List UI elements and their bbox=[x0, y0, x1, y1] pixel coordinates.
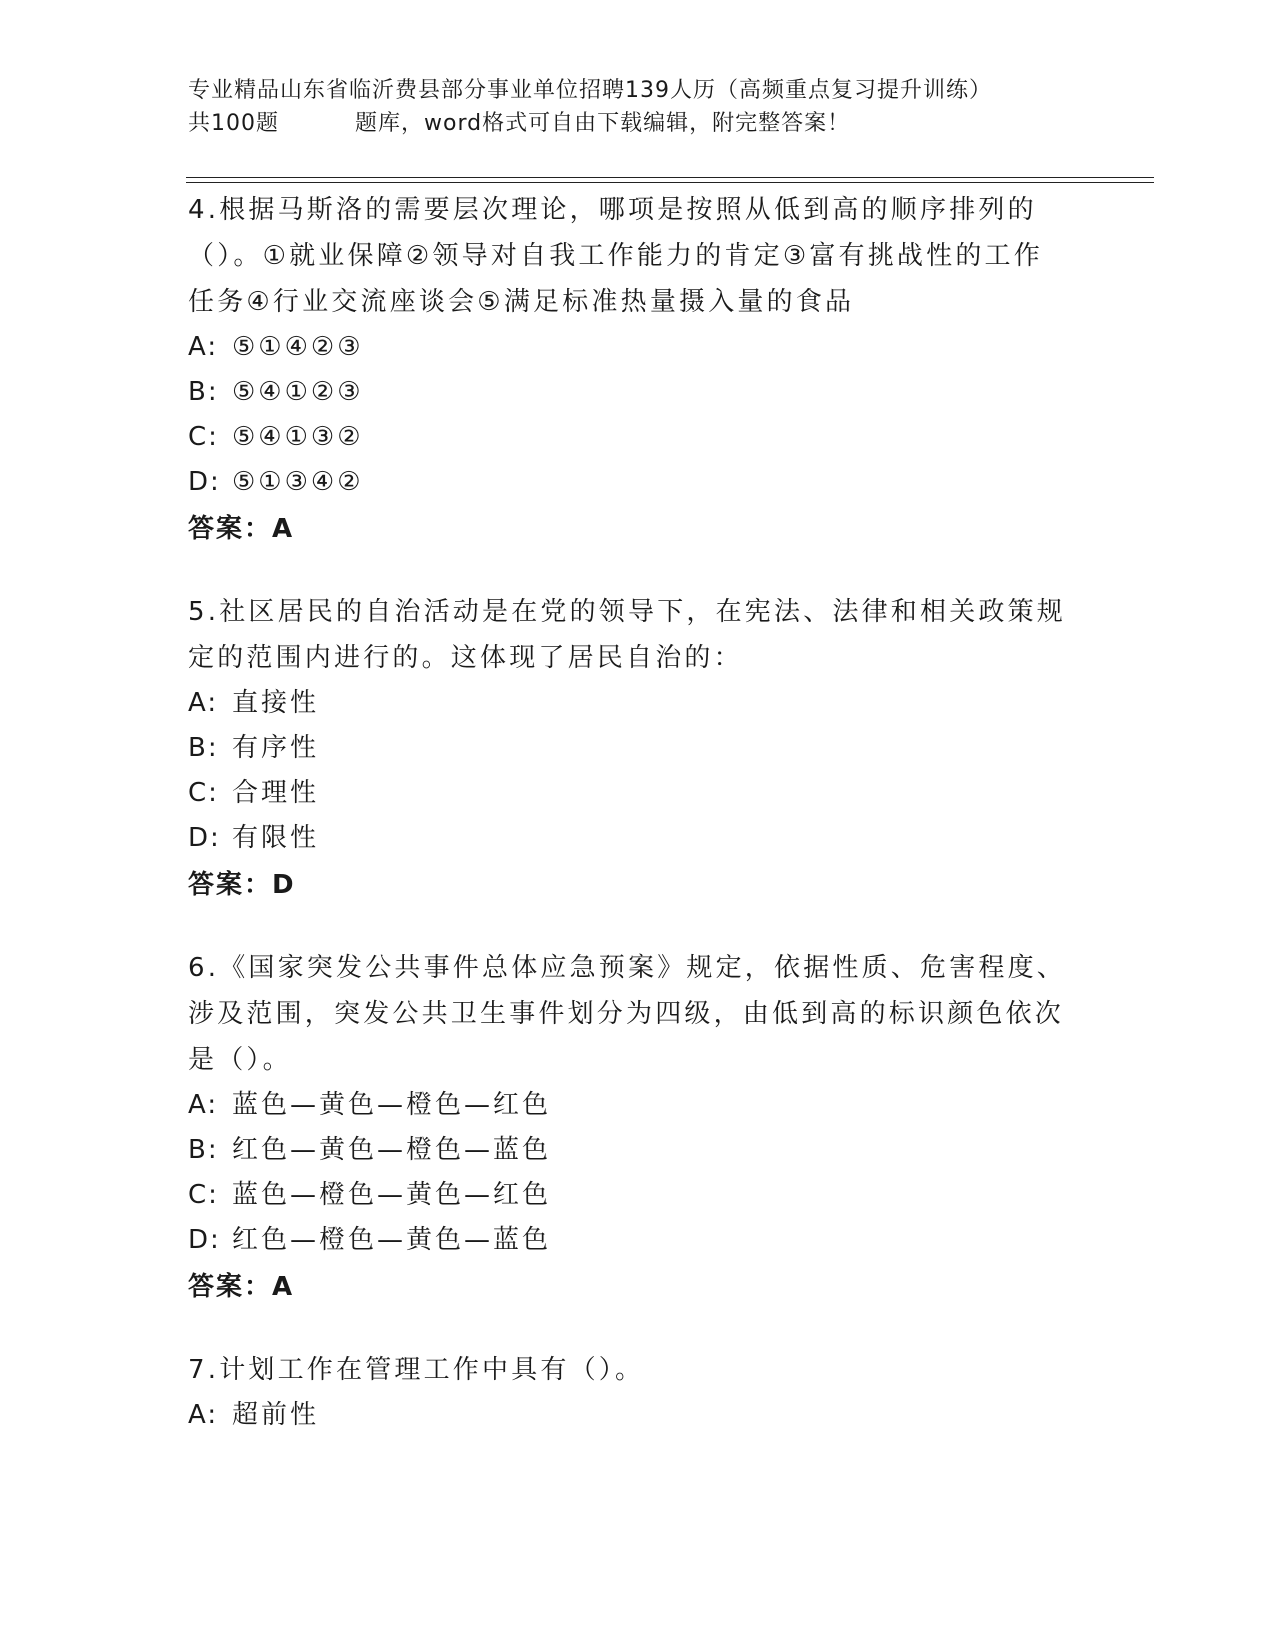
option-a bbox=[188, 325, 1088, 370]
option-label: A: bbox=[188, 688, 219, 718]
option-label: D: bbox=[188, 823, 221, 853]
option-text: 合理性 bbox=[232, 778, 320, 808]
option-label: A: bbox=[188, 1400, 219, 1430]
option-d bbox=[188, 460, 1088, 505]
header-title: 专业精品山东省临沂费县部分事业单位招聘139人历（高频重点复习提升训练） bbox=[188, 78, 992, 103]
answer-line bbox=[188, 861, 1088, 909]
question-list bbox=[188, 187, 1088, 1474]
option-label: B: bbox=[188, 377, 219, 407]
option-text: ⑤④①②③ bbox=[232, 377, 364, 407]
option-label: C: bbox=[188, 778, 219, 808]
question-stem: 5.社区居民的自治活动是在党的领导下，在宪法、法律和相关政策规定的范围内进行的。这体现了居民自治的： bbox=[188, 597, 1067, 673]
option-label: C: bbox=[188, 1180, 219, 1210]
option-b bbox=[188, 370, 1088, 415]
question-6 bbox=[188, 945, 1088, 1311]
option-label: D: bbox=[188, 467, 221, 497]
header-divider-bottom bbox=[186, 182, 1154, 183]
option-a bbox=[188, 681, 1088, 726]
option-text: 红色—黄色—橙色—蓝色 bbox=[232, 1135, 552, 1165]
document-header bbox=[188, 74, 1088, 140]
answer-line bbox=[188, 1263, 1088, 1311]
question-stem: 4.根据马斯洛的需要层次理论，哪项是按照从低到高的顺序排列的（）。①就业保障②领导对自我工作能力的肯定③富有挑战性的工作任务④行业交流座谈会⑤满足标准热量摄入量的食品 bbox=[188, 195, 1043, 317]
option-c bbox=[188, 1173, 1088, 1218]
header-subtitle bbox=[188, 107, 1088, 140]
option-label: A: bbox=[188, 1090, 219, 1120]
option-text: ⑤④①③② bbox=[232, 422, 364, 452]
option-c bbox=[188, 415, 1088, 460]
question-5 bbox=[188, 589, 1088, 909]
option-text: 直接性 bbox=[232, 688, 320, 718]
option-b bbox=[188, 1128, 1088, 1173]
option-label: D: bbox=[188, 1225, 221, 1255]
question-count: 共100题 bbox=[188, 111, 279, 136]
option-b bbox=[188, 726, 1088, 771]
download-note: 题库，word格式可自由下载编辑，附完整答案！ bbox=[355, 111, 851, 136]
answer-label: 答案： bbox=[188, 1272, 273, 1302]
header-divider-top bbox=[186, 177, 1154, 178]
option-text: 有限性 bbox=[232, 823, 320, 853]
option-text: 红色—橙色—黄色—蓝色 bbox=[232, 1225, 552, 1255]
option-c bbox=[188, 771, 1088, 816]
option-a bbox=[188, 1393, 1088, 1438]
question-7 bbox=[188, 1347, 1088, 1438]
option-a bbox=[188, 1083, 1088, 1128]
option-text: 超前性 bbox=[232, 1400, 320, 1430]
answer-value: A bbox=[272, 514, 293, 544]
option-text: 有序性 bbox=[232, 733, 320, 763]
question-stem: 7.计划工作在管理工作中具有（）。 bbox=[188, 1355, 645, 1385]
option-text: ⑤①③④② bbox=[232, 467, 364, 497]
answer-label: 答案： bbox=[188, 514, 273, 544]
option-label: B: bbox=[188, 1135, 219, 1165]
answer-label: 答案： bbox=[188, 870, 273, 900]
option-text: 蓝色—橙色—黄色—红色 bbox=[232, 1180, 552, 1210]
option-text: 蓝色—黄色—橙色—红色 bbox=[232, 1090, 552, 1120]
option-text: ⑤①④②③ bbox=[232, 332, 364, 362]
option-label: B: bbox=[188, 733, 219, 763]
answer-value: D bbox=[272, 870, 294, 900]
answer-line bbox=[188, 505, 1088, 553]
question-4 bbox=[188, 187, 1088, 553]
option-d bbox=[188, 816, 1088, 861]
option-d bbox=[188, 1218, 1088, 1263]
option-label: A: bbox=[188, 332, 219, 362]
question-stem: 6.《国家突发公共事件总体应急预案》规定，依据性质、危害程度、涉及范围，突发公共卫生事件划分为四级，由低到高的标识颜色依次是（）。 bbox=[188, 953, 1067, 1075]
option-label: C: bbox=[188, 422, 219, 452]
answer-value: A bbox=[272, 1272, 293, 1302]
